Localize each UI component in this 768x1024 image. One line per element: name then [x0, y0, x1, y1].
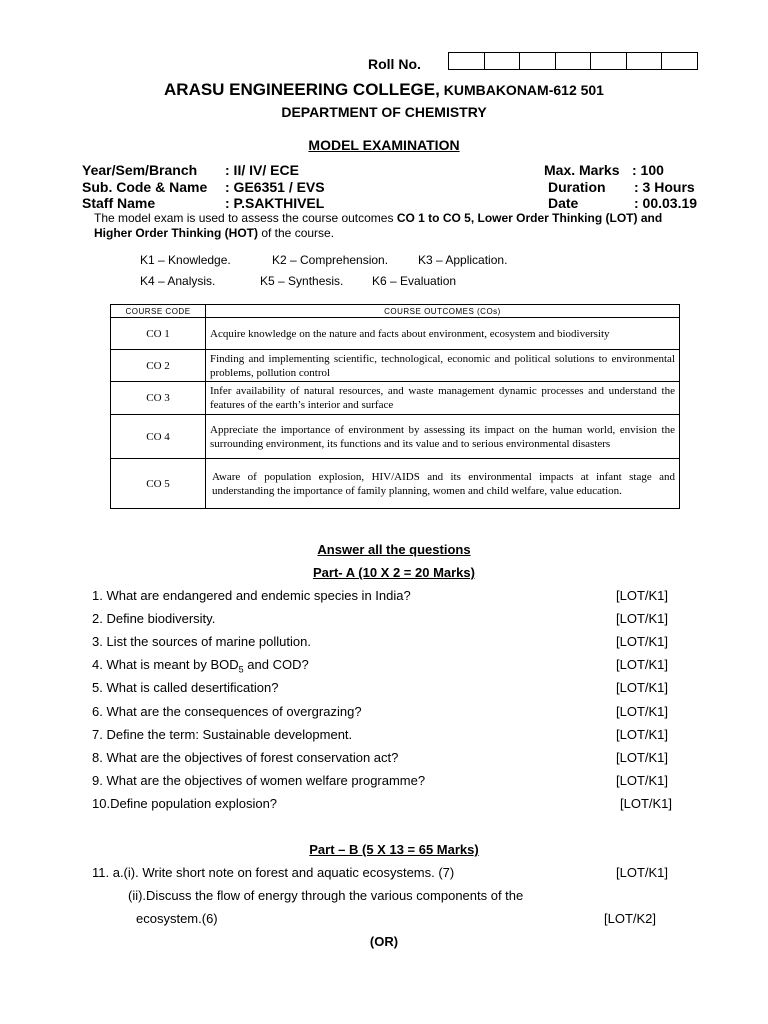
question-4-text: 4. What is meant by BOD	[92, 657, 239, 672]
college-name: ARASU ENGINEERING COLLEGE,	[164, 80, 440, 99]
duration-value: : 3 Hours	[634, 179, 695, 195]
part-a-title: Part- A (10 X 2 = 20 Marks)	[313, 565, 475, 580]
staff-value: : P.SAKTHIVEL	[225, 195, 325, 211]
co-code: CO 5	[111, 459, 206, 509]
header-course-outcomes: COURSE OUTCOMES (COs)	[206, 305, 680, 318]
co-code: CO 4	[111, 415, 206, 459]
co-description: Appreciate the importance of environment by assessing its impact on the human world, envision the surrounding environment, its functions and its value and to serious environmental disasters	[206, 415, 680, 459]
marks-label: Max. Marks	[544, 162, 620, 178]
year-label: Year/Sem/Branch	[82, 162, 198, 178]
question-5-tag: [LOT/K1]	[616, 680, 669, 695]
level-k2: K2 – Comprehension.	[272, 253, 389, 267]
intro-paragraph	[94, 211, 684, 241]
question-11a-ii-line1: (ii).Discuss the flow of energy through the various components of the	[128, 888, 524, 903]
question-11a-ii-line2: ecosystem.(6)	[136, 911, 218, 926]
duration-label: Duration	[548, 179, 606, 195]
intro-bold: CO 1 to CO 5, Lower Order Thinking (LOT) and Higher Order Thinking (HOT)	[94, 211, 663, 240]
question-11a-ii-tag: [LOT/K2]	[604, 911, 657, 926]
question-5: 5. What is called desertification?	[92, 680, 279, 695]
intro-pre: The model exam is used to assess the course outcomes	[94, 211, 397, 225]
co-description: Acquire knowledge on the nature and facts about environment, ecosystem and biodiversity	[206, 318, 680, 350]
co-code: CO 3	[111, 382, 206, 415]
table-row	[111, 415, 680, 459]
question-3: 3. List the sources of marine pollution.	[92, 634, 311, 649]
roll-number-boxes	[448, 52, 698, 70]
staff-label: Staff Name	[82, 195, 156, 211]
level-k6: K6 – Evaluation	[372, 274, 457, 288]
question-4-subscript: 5	[238, 664, 244, 675]
table-row	[111, 318, 680, 350]
subject-label: Sub. Code & Name	[82, 179, 208, 195]
question-8-tag: [LOT/K1]	[616, 750, 669, 765]
level-k4: K4 – Analysis.	[140, 274, 216, 288]
co-description: Finding and implementing scientific, technological, economic and political solutions to environmental problems, pollution control	[206, 350, 680, 382]
level-k3: K3 – Application.	[418, 253, 508, 267]
question-6: 6. What are the consequences of overgrazing?	[92, 704, 362, 719]
question-7-tag: [LOT/K1]	[616, 727, 669, 742]
question-4-tag: [LOT/K1]	[616, 657, 669, 672]
date-value: : 00.03.19	[634, 195, 698, 211]
part-b-title: Part – B (5 X 13 = 65 Marks)	[309, 842, 479, 857]
college-place: KUMBAKONAM-612 501	[439, 82, 604, 98]
question-2: 2. Define biodiversity.	[92, 611, 216, 626]
intro-post: of the course.	[258, 226, 335, 240]
table-header-row	[111, 305, 680, 318]
question-11a-i: 11. a.(i). Write short note on forest and aquatic ecosystems. (7)	[92, 865, 455, 880]
year-value: : II/ IV/ ECE	[225, 162, 299, 178]
question-1-tag: [LOT/K1]	[616, 588, 669, 603]
or-separator: (OR)	[369, 934, 399, 949]
date-label: Date	[548, 195, 579, 211]
answer-all-heading: Answer all the questions	[317, 542, 471, 557]
question-9-tag: [LOT/K1]	[616, 773, 669, 788]
question-3-tag: [LOT/K1]	[616, 634, 669, 649]
department-title: DEPARTMENT OF CHEMISTRY	[281, 104, 487, 120]
table-row	[111, 382, 680, 415]
roll-number-label: Roll No.	[368, 56, 421, 72]
question-6-tag: [LOT/K1]	[616, 704, 669, 719]
question-9: 9. What are the objectives of women welfare programme?	[92, 773, 426, 788]
question-4-text-end: and COD?	[243, 657, 309, 672]
question-10-tag: [LOT/K1]	[620, 796, 673, 811]
question-4	[92, 657, 309, 675]
course-outcomes-table	[110, 304, 680, 509]
co-description: Infer availability of natural resources, and waste management dynamic processes and understand the features of the earth’s interior and surface	[206, 382, 680, 415]
question-7: 7. Define the term: Sustainable development.	[92, 727, 353, 742]
question-1: 1. What are endangered and endemic species in India?	[92, 588, 411, 603]
question-2-tag: [LOT/K1]	[616, 611, 669, 626]
subject-value: : GE6351 / EVS	[225, 179, 325, 195]
header-course-code: COURSE CODE	[111, 305, 206, 318]
college-heading	[0, 80, 768, 100]
question-11a-i-tag: [LOT/K1]	[616, 865, 669, 880]
co-code: CO 2	[111, 350, 206, 382]
table-row	[111, 459, 680, 509]
exam-title: MODEL EXAMINATION	[308, 137, 460, 153]
co-code: CO 1	[111, 318, 206, 350]
question-8: 8. What are the objectives of forest conservation act?	[92, 750, 399, 765]
level-k5: K5 – Synthesis.	[260, 274, 344, 288]
question-10: 10.Define population explosion?	[92, 796, 278, 811]
marks-value: : 100	[632, 162, 664, 178]
table-row	[111, 350, 680, 382]
co-description: Aware of population explosion, HIV/AIDS and its environmental impacts at infant stage and understanding the importance of family planning, women and child welfare, value education.	[206, 459, 680, 509]
level-k1: K1 – Knowledge.	[140, 253, 231, 267]
